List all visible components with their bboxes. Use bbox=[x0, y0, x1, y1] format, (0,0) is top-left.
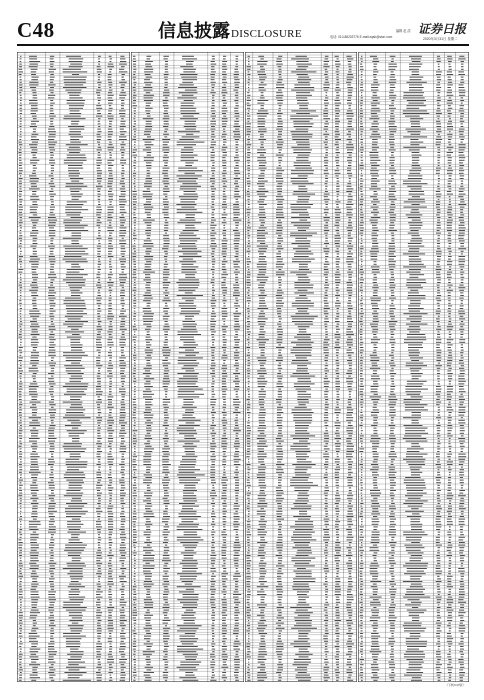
header-rule bbox=[17, 44, 469, 46]
editor-line: 编辑 赵 清 bbox=[396, 29, 411, 33]
table-graphic-3 bbox=[245, 52, 357, 682]
section-title-cn: 信息披露 bbox=[158, 21, 230, 42]
table-column-1 bbox=[17, 52, 130, 682]
table-graphic-1 bbox=[17, 52, 130, 682]
table-column-3 bbox=[245, 52, 357, 682]
page-number: C48 bbox=[17, 18, 55, 42]
section-title bbox=[158, 17, 302, 43]
table-graphic-4 bbox=[358, 52, 469, 682]
table-column-2 bbox=[131, 52, 244, 682]
table-graphic-2 bbox=[131, 52, 244, 682]
section-title-en: DISCLOSURE bbox=[231, 28, 302, 40]
contact-line: 电话: 010-88203776 E-mail:zqsb@stcn.com bbox=[330, 35, 393, 39]
table-column-4 bbox=[358, 52, 469, 682]
masthead bbox=[0, 0, 484, 44]
newspaper-logo: 证券日报 bbox=[418, 22, 467, 36]
continued-note: （下转C47版） bbox=[445, 683, 466, 687]
issue-date: 2020年3月31日 星期二 bbox=[423, 37, 458, 41]
